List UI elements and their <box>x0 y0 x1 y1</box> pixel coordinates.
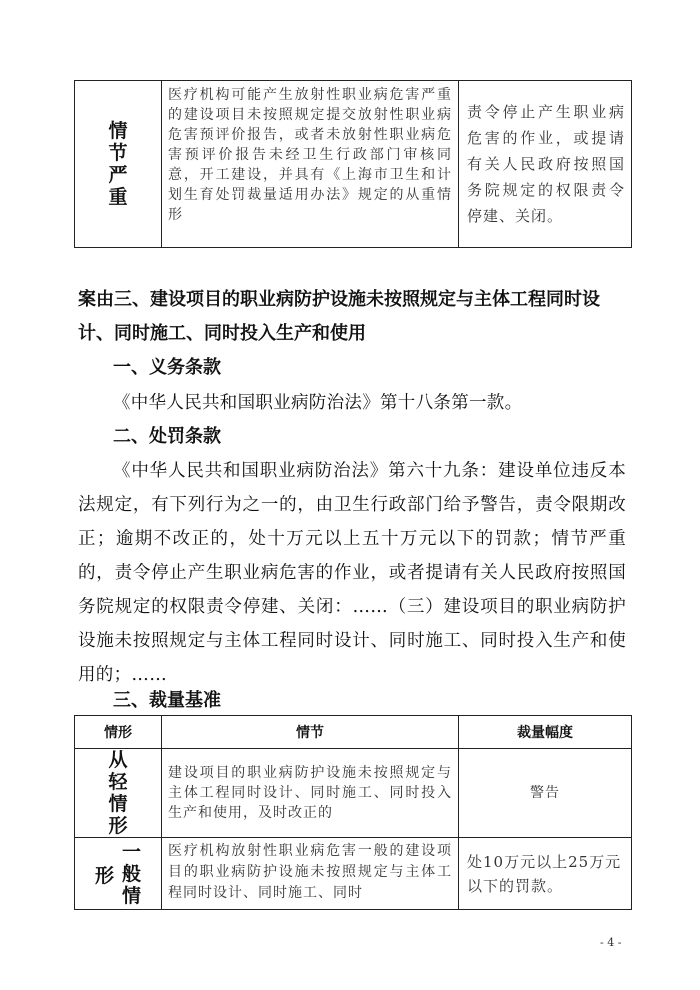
plot-cell-severe <box>162 81 459 248</box>
condition-char: 情 <box>108 793 128 815</box>
discretion-table <box>74 715 632 910</box>
condition-char: 从 <box>108 749 128 771</box>
condition-char: 般 <box>122 862 142 885</box>
page-number: - 4 - <box>600 936 622 949</box>
top-penalty-table <box>74 80 632 248</box>
section1-title: 一、义务条款 <box>113 357 221 378</box>
penalty-text: 处10万元以上25万元以下的罚款。 <box>467 852 622 895</box>
penalty-cell-general <box>459 838 632 910</box>
plot-cell-general <box>162 838 459 910</box>
header-condition: 情形 <box>75 716 162 749</box>
case-heading: 案由三、建设项目的职业病防护设施未按照规定与主体工程同时设计、同时施工、同时投入生产和使用 <box>78 289 600 344</box>
penalty-cell-severe <box>459 81 632 248</box>
table-header-row <box>75 716 632 749</box>
condition-char: 一 <box>122 840 142 863</box>
condition-char: 形 <box>108 815 128 837</box>
plot-text: 医疗机构可能产生放射性职业病危害严重的建设项目未按照规定提交放射性职业病危害预评价报告，或者未放射性职业病危害预评价报告未经卫生行政部门审核同意，开工建设，并具有《上海市卫生和计划生育处罚裁量适用办法》规定的从重情形 <box>168 87 452 223</box>
condition-char: 重 <box>108 186 128 208</box>
penalty-cell-light <box>459 749 632 838</box>
table-row <box>75 749 632 838</box>
condition-char: 轻 <box>108 771 128 793</box>
header-penalty: 裁量幅度 <box>459 716 632 749</box>
table-row <box>75 838 632 910</box>
penalty-text: 警告 <box>530 785 560 801</box>
section3-title: 三、裁量基准 <box>113 690 221 711</box>
condition-cell-general <box>75 838 162 910</box>
section2-title: 二、处罚条款 <box>113 426 221 447</box>
condition-char: 严 <box>108 164 128 186</box>
condition-char: 情 <box>122 884 142 907</box>
condition-cell-light <box>75 749 162 838</box>
plot-cell-light <box>162 749 459 838</box>
condition-char: 情 <box>108 120 128 142</box>
condition-cell-severe <box>75 81 162 248</box>
plot-text: 建设项目的职业病防护设施未按照规定与主体工程同时设计、同时施工、同时投入生产和使用，及时改正的 <box>168 765 452 821</box>
penalty-text: 责令停止产生职业病危害的作业，或提请有关人民政府按照国务院规定的权限责令停建、关闭。 <box>467 103 625 225</box>
condition-char: 节 <box>108 142 128 164</box>
header-plot: 情节 <box>162 716 459 749</box>
condition-char: 形 <box>94 864 114 887</box>
section1-text: 《中华人民共和国职业病防治法》第十八条第一款。 <box>113 393 523 413</box>
section2-text: 《中华人民共和国职业病防治法》第六十九条：建设单位违反本法规定，有下列行为之一的，由卫生行政部门给予警告，责令限期改正；逾期不改正的，处十万元以上五十万元以下的罚款；情节严重的，责令停止产生职业病危害的作业，或者提请有关人民政府按照国务院规定的权限责令停建、关闭：……（三）建设项目的职业病防护设施未按照规定与主体工程同时设计、同时施工、同时投入生产和使用的；…… <box>78 461 626 685</box>
plot-text: 医疗机构放射性职业病危害一般的建设项目的职业病防护设施未按照规定与主体工程同时设计、同时施工、同时 <box>168 843 452 901</box>
